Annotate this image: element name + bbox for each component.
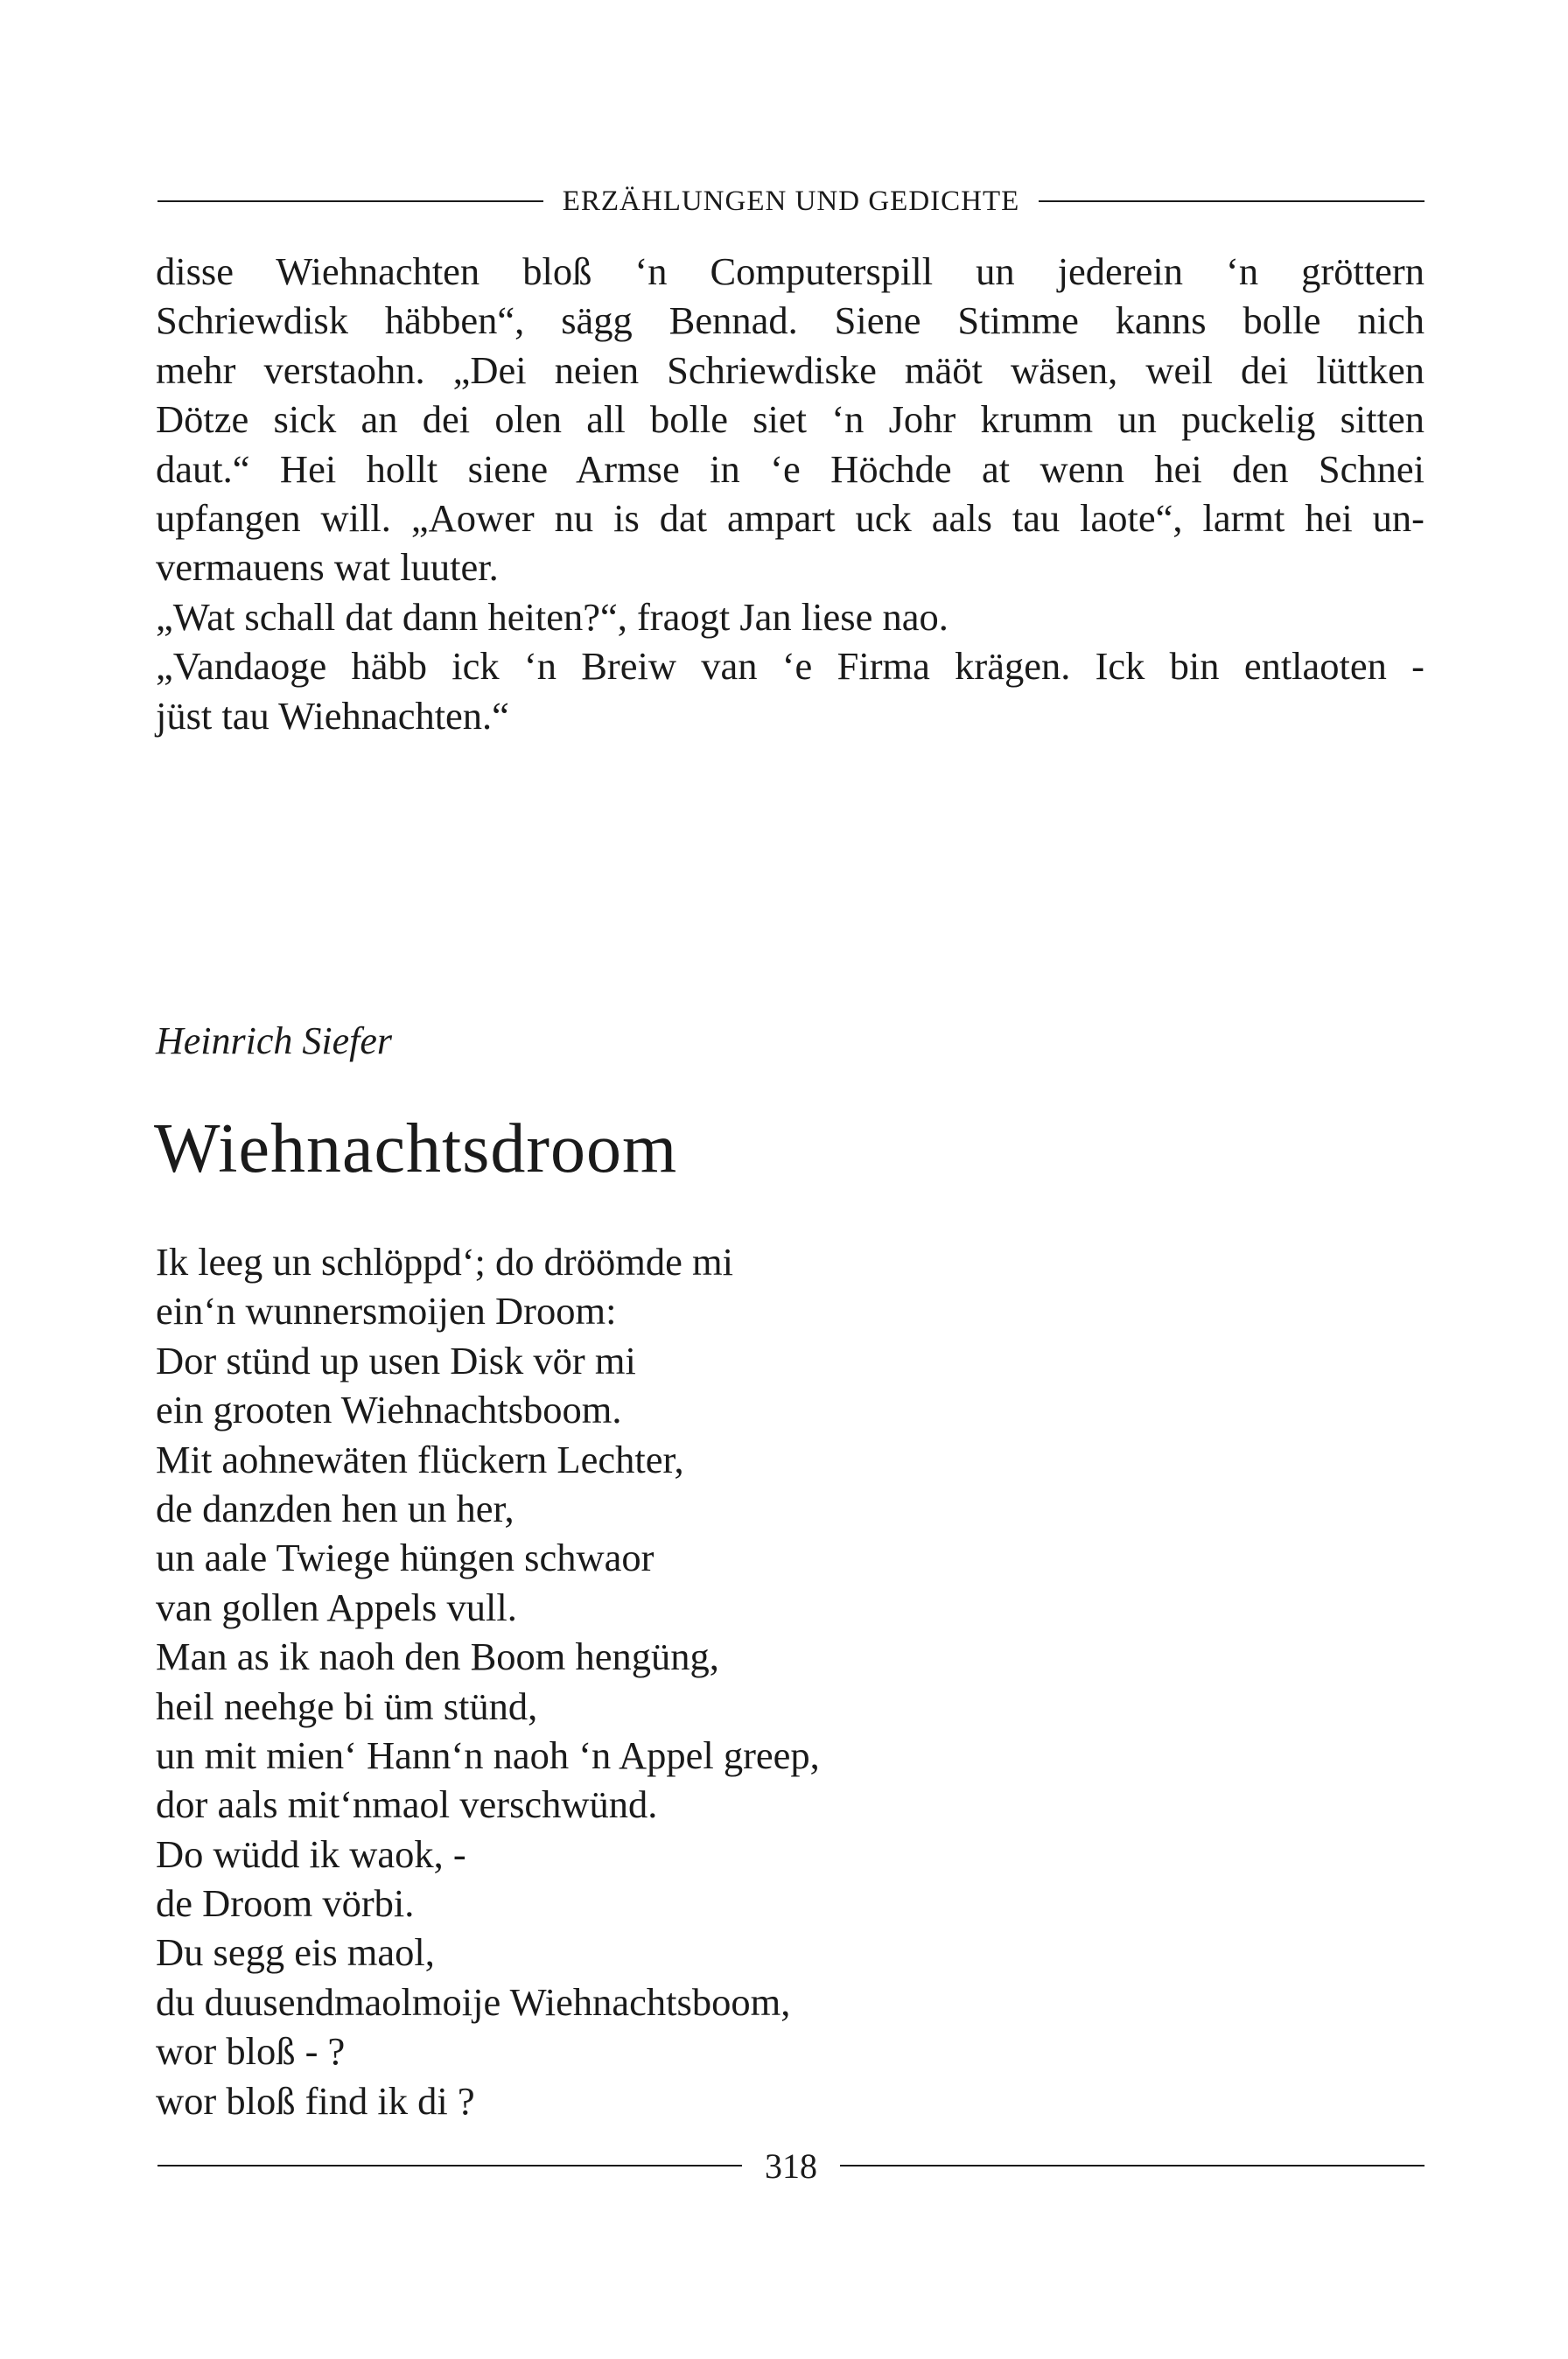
page-number: 318 (765, 2146, 817, 2186)
poem-body (156, 1237, 820, 2125)
running-header (158, 179, 1424, 223)
prose-line: Dötze sick an dei olen all bolle siet ‘n Johr krumm un puckelig sitten (156, 397, 1424, 442)
prose-line: upfangen will. „Aower nu is dat ampart uck aals tau laote“, larmt hei un- (156, 495, 1424, 540)
poem-line: van gollen Appels vull. (156, 1585, 517, 1629)
poem-line: de Droom vörbi. (156, 1881, 415, 1926)
poem-line: du duusendmaolmoije Wiehnachtsboom, (156, 1979, 791, 2024)
prose-line: jüst tau Wiehnachten.“ (156, 693, 509, 738)
poem-line: un mit mien‘ Hann‘n naoh ‘n Appel greep, (156, 1732, 820, 1777)
poem-line: Mit aohnewäten flückern Lechter, (156, 1437, 684, 1481)
running-title: ERZÄHLUNGEN UND GEDICHTE (562, 185, 1020, 217)
prose-paragraphs (156, 247, 1424, 740)
poem-line: wor bloß find ik di ? (156, 2078, 475, 2123)
header-rule-right (1039, 200, 1424, 202)
poem-line: ein grooten Wiehnachtsboom. (156, 1388, 622, 1432)
footer-rule-left (158, 2165, 742, 2166)
poem-line: wor bloß - ? (156, 2029, 346, 2074)
header-rule-left (158, 200, 543, 202)
poem-line: ein‘n wunnersmoijen Droom: (156, 1289, 617, 1334)
poem-line: de danzden hen un her, (156, 1486, 514, 1530)
poem-line: un aale Twiege hüngen schwaor (156, 1536, 654, 1580)
prose-line: disse Wiehnachten bloß ‘n Computerspill un jederein ‘n gröttern (156, 249, 1424, 293)
poem-line: Man as ik naoh den Boom hengüng, (156, 1634, 719, 1679)
prose-line: mehr verstaohn. „Dei neien Schriewdiske mäöt wäsen, weil dei lüttken (156, 347, 1424, 392)
poem-line: Do wüdd ik waok, - (156, 1831, 466, 1876)
poem-line: dor aals mit‘nmaol verschwünd. (156, 1782, 658, 1827)
poem-line: Du segg eis maol, (156, 1930, 435, 1975)
poem-line: heil neehge bi üm stünd, (156, 1684, 538, 1728)
poem-title: Wiehnachtsdroom (154, 1110, 678, 1187)
poem-author: Heinrich Siefer (156, 1019, 393, 1062)
prose-line: Schriewdisk häbben“, sägg Bennad. Siene Stimme kanns bolle nich (156, 298, 1424, 343)
poem-line: Ik leeg un schlöppd‘; do dröömde mi (156, 1240, 733, 1284)
prose-line: „Vandaoge häbb ick ‘n Breiw van ‘e Firma krägen. Ick bin entlaoten - (156, 644, 1424, 689)
prose-line: daut.“ Hei hollt siene Armse in ‘e Höchde at wenn hei den Schnei (156, 446, 1424, 491)
footer-rule-right (840, 2165, 1424, 2166)
page-footer (158, 2144, 1424, 2188)
prose-line: vermauens wat luuter. (156, 545, 499, 590)
prose-line: „Wat schall dat dann heiten?“, fraogt Jan liese nao. (156, 594, 948, 639)
poem-line: Dor stünd up usen Disk vör mi (156, 1338, 636, 1382)
